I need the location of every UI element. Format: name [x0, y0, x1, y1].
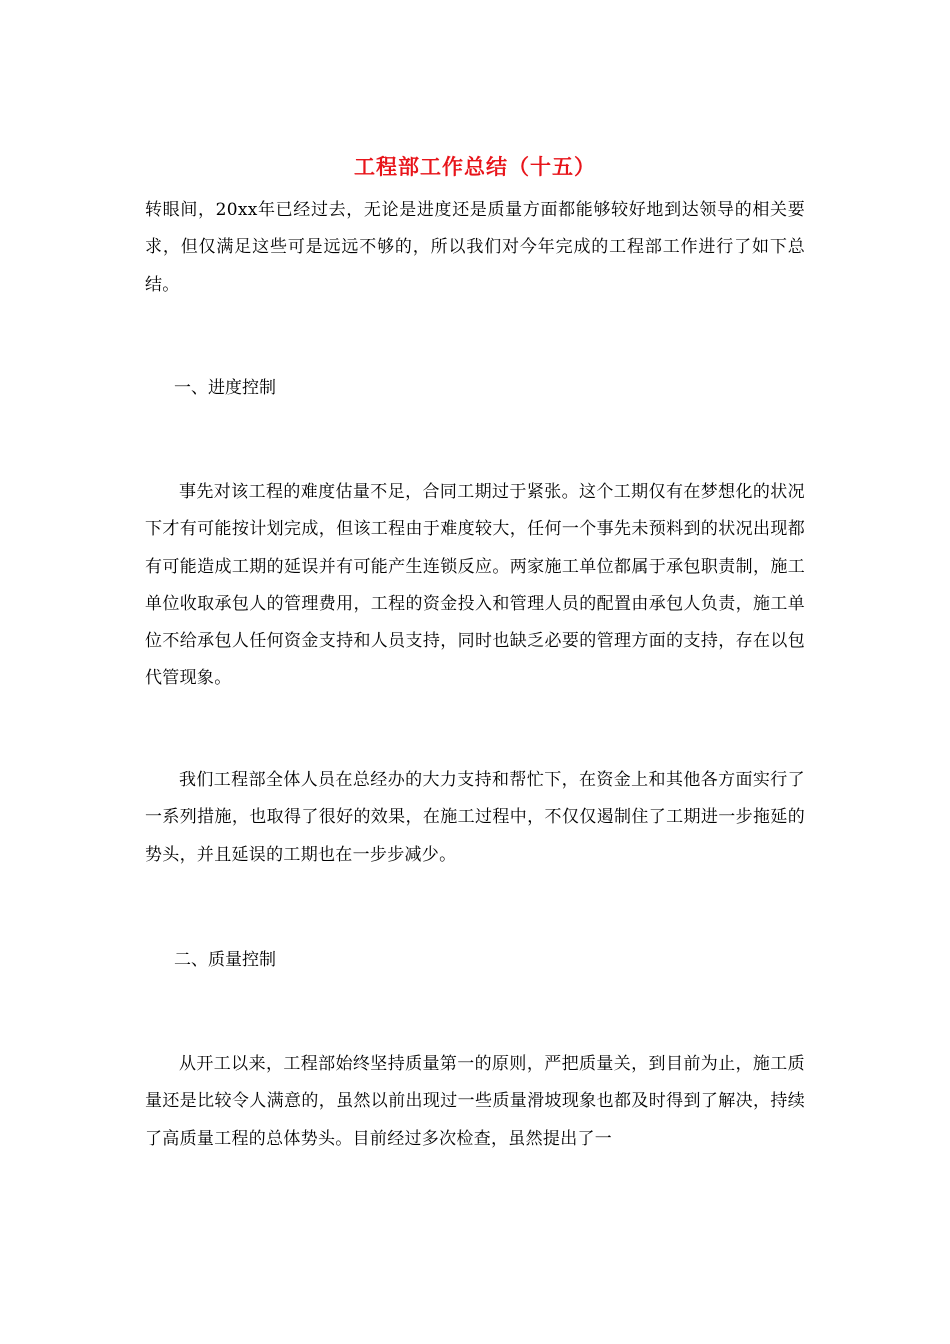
section1-paragraph-1: 事先对该工程的难度估量不足，合同工期过于紧张。这个工期仅有在梦想化的状况下才有可能按计划完成，但该工程由于难度较大，任何一个事先未预料到的状况出现都有可能造成工期的延误并有可能产生连锁反应。两家施工单位都属于承包职责制，施工单位收取承包人的管理费用，工程的资金投入和管理人员的配置由承包人负责，施工单位不给承包人任何资金支持和人员支持，同时也缺乏必要的管理方面的支持，存在以包代管现象。 [145, 482, 805, 689]
document-title: 工程部工作总结（十五） [354, 154, 596, 179]
section-heading-progress: 一、进度控制 [174, 378, 276, 398]
intro-paragraph: 转眼间，20xx年已经过去，无论是进度还是质量方面都能够较好地到达领导的相关要求，但仅满足这些可是远远不够的，所以我们对今年完成的工程部工作进行了如下总结。 [145, 200, 805, 295]
section1-paragraph-2: 我们工程部全体人员在总经办的大力支持和帮忙下，在资金上和其他各方面实行了一系列措施，也取得了很好的效果，在施工过程中，不仅仅遏制住了工期进一步拖延的势头，并且延误的工期也在一步步减少。 [145, 770, 805, 865]
section2-paragraph-1: 从开工以来，工程部始终坚持质量第一的原则，严把质量关，到目前为止，施工质量还是比较令人满意的，虽然以前出现过一些质量滑坡现象也都及时得到了解决，持续了高质量工程的总体势头。目前经过多次检查，虽然提出了一 [145, 1054, 805, 1149]
section-heading-quality: 二、质量控制 [174, 950, 276, 970]
